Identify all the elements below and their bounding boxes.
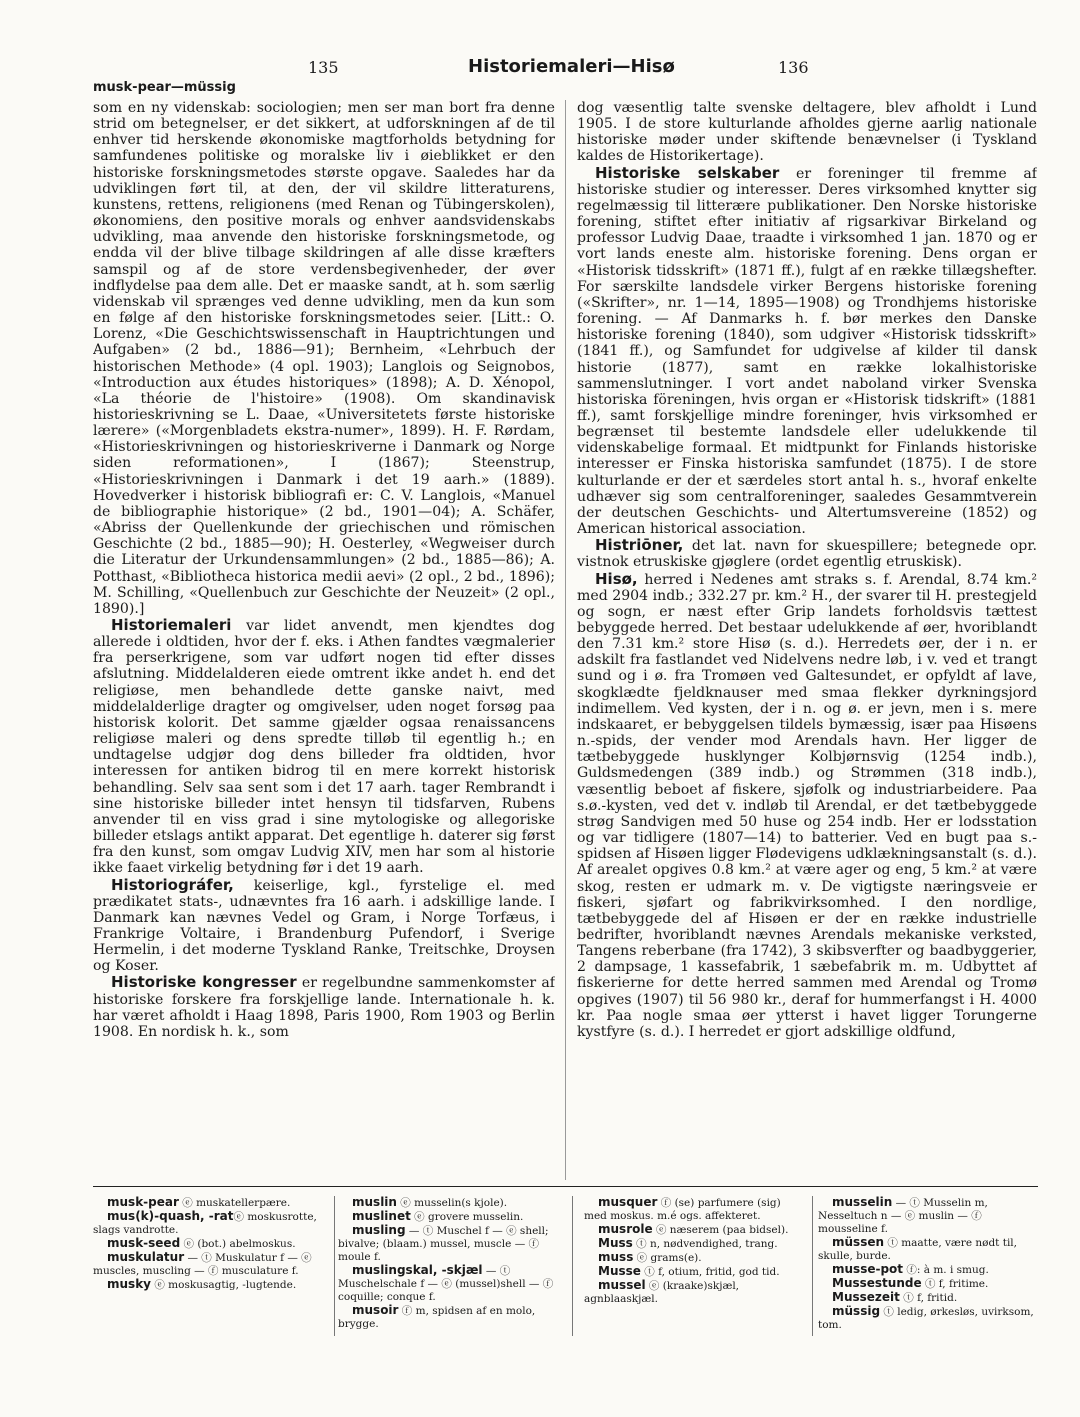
headword: Historiske selskaber <box>595 163 780 182</box>
glossary-entry <box>93 1237 333 1251</box>
glossary-word: Mussestunde <box>832 1276 922 1290</box>
entry-hiso <box>577 571 1037 1041</box>
entry-historiemaleri <box>93 617 555 877</box>
glossary-word: mus(k)-quash, -rat <box>107 1209 234 1223</box>
glossary-definition: ⓣ n, nødvendighed, trang. <box>632 1238 778 1250</box>
glossary-entry <box>338 1196 560 1210</box>
glossary-entry <box>93 1210 333 1237</box>
entry-text: keiserlige, kgl., fyrstelige el. med prædikatet stats-, udnævntes fra 16 aarh. i adskillige lande. I Danmark kan nævnes Vedel og Gram, i Norge Torfæus, i Frankrige Voltaire, i Brandenburg Pufendorf, i Sverige Hermelin, i det moderne Tyskland Ranke, Treitschke, Droysen og Koser. <box>93 877 555 975</box>
entry-historiske-selskaber <box>577 165 1037 538</box>
glossary-definition: ⓔ grams(e). <box>633 1252 702 1264</box>
entry-text: er foreninger til fremme af historiske studier og interesser. Deres virksomhed knytter sig regelmæssig til litterære publikationer. Den Norske historiske forening, stiftet efter initiativ af rigsarkivar Birkeland og professor Ludvig Daae, traadte i virksomhed 1 jan. 1870 og er vort lands eneste alm. historiske forening. Dens organ er «Historisk tidsskrift» (1871 ff.), fulgt af en række tillægshefter. For særskilte landsdele virker Bergens historiske forening («Skrifter», nr. 1—14, 1895—1908) og Trondhjems historiske forening. — Af Danmarks h. f. bør merkes den Danske historiske forening (1840), som udgiver «Historisk tidsskrift» (1841 ff.), og Samfundet for udgivelse af kilder til dansk historie (1877), samt en række lokalhistoriske sammenslutninger. I vort andet naboland virker Svenska historiska föreningen, hvis organ er «Historisk tidskrift» (1881 ff.), samt forskjellige mindre foreninger, hvis virksomhed er begrænset til bestemte landsdele eller udelukkende til videnskabelige formaal. Et midtpunkt for Finlands historiske interesser er Finska historiska samfundet (1875). I de store kulturlande er der et særdeles stort antal h. s., hvoraf enkelte udhæver sig som centralforeninger, saaledes Gesammtverein der deutschen Geschichts- und Altertumsvereine (1852) og American historical association. <box>577 165 1037 538</box>
glossary-word: muskulatur <box>107 1250 185 1264</box>
headword: Historiemaleri <box>111 616 232 634</box>
entry-historiske-kongresser <box>93 974 555 1040</box>
glossary-entry <box>338 1224 560 1264</box>
glossary-definition: ⓣ f, fritime. <box>921 1278 989 1290</box>
glossary-definition: — ⓣ Muschel f — ⓔ shell; bivalve; (blaam.) mussel, muscle — ⓕ moule f. <box>338 1225 549 1263</box>
glossary-word: musling <box>352 1223 406 1237</box>
glossary-definition: ⓕ: à m. i smug. <box>903 1264 989 1276</box>
glossary-divider <box>812 1196 813 1336</box>
glossary-entry <box>584 1223 806 1237</box>
footer-rule <box>93 1186 1038 1187</box>
entry-histrioner <box>577 537 1037 570</box>
glossary-definition: — ⓣ Muschelschale f — ⓔ (mussel)shell — ⓕ coquille; conque f. <box>338 1265 554 1303</box>
glossary-entry <box>584 1196 806 1223</box>
page-number-right: 136 <box>778 58 809 77</box>
glossary-divider <box>572 1196 573 1336</box>
page-number-left: 135 <box>308 58 339 77</box>
glossary-word: muss <box>598 1250 634 1264</box>
glossary-divider <box>334 1196 335 1336</box>
glossary-word: müssig <box>832 1304 881 1318</box>
glossary-entry <box>584 1251 806 1265</box>
glossary-word: mussel <box>598 1278 646 1292</box>
glossary-definition: ⓔ grovere musselin. <box>410 1211 524 1223</box>
glossary-definition: ⓔ musselin(s kjole). <box>396 1197 508 1209</box>
entry-text: er regelbundne sammenkomster af historiske forskere fra forskjellige lande. Internationale h. k. har været afholdt i Haag 1898, Paris 1900, Rom 1903 og Berlin 1908. En nordisk h. k., som <box>93 975 555 1040</box>
glossary-definition: — ⓣ Musselin m, Nesseltuch n — ⓔ muslin — ⓕ mousseline f. <box>818 1197 988 1235</box>
glossary-word: muslin <box>352 1196 397 1209</box>
glossary-word: musoir <box>352 1303 399 1317</box>
glossary-word: musrole <box>598 1222 653 1236</box>
glossary-entry <box>818 1277 1040 1291</box>
glossary-entry <box>818 1196 1040 1236</box>
glossary-definition: ⓣ f, fritid. <box>899 1292 958 1304</box>
glossary-column-2 <box>338 1196 560 1336</box>
glossary-word: musk-seed <box>107 1236 181 1250</box>
headword: Hisø, <box>595 569 638 588</box>
left-column <box>93 100 555 1182</box>
catchword: musk-pear—müssig <box>93 80 236 95</box>
glossary-definition: ⓔ næserem (paa bidsel). <box>652 1224 789 1236</box>
glossary-definition: — ⓣ Muskulatur f — ⓔ muscles, muscling — ⓕ musculature f. <box>93 1252 312 1277</box>
glossary-entry <box>818 1236 1040 1263</box>
glossary-definition: ⓔ (bot.) abelmoskus. <box>180 1238 296 1250</box>
glossary-definition: ⓕ m, spidsen af en molo, brygge. <box>338 1305 536 1330</box>
glossary-column-3 <box>584 1196 806 1336</box>
glossary-entry <box>338 1304 560 1331</box>
glossary-entry <box>818 1291 1040 1305</box>
glossary-entry <box>584 1265 806 1279</box>
glossary-entry <box>818 1305 1040 1332</box>
entry-historiografer <box>93 877 555 975</box>
glossary-definition: ⓣ f, otium, fritid, god tid. <box>640 1266 780 1278</box>
glossary-definition: ⓔ muskatellerpære. <box>178 1197 291 1209</box>
glossary-word: Mussezeit <box>832 1290 900 1304</box>
glossary-entry <box>93 1196 333 1210</box>
running-head: Historiemaleri—Hisø <box>468 56 675 77</box>
glossary-entry <box>584 1279 806 1306</box>
glossary-entry <box>584 1237 806 1251</box>
right-column <box>577 100 1037 1182</box>
paragraph: dog væsentlig talte svenske deltagere, blev afholdt i Lund 1905. I de store kulturlande afholdes gjerne aarlig nationale historiske møder under skiftende benævnelser (i Tyskland kaldes de Historikertage). <box>577 100 1037 165</box>
glossary-word: musky <box>107 1277 151 1291</box>
entry-text: herred i Nedenes amt straks s. f. Arendal, 8.74 km.² med 2904 indb.; 332.27 pr. km.² H., der svarer til H. prestegjeld og sogn, er næst efter Grip landets forholdsvis tættest bebyggede herred. Det bestaar udelukkende af øer, hvoriblandt den 7.31 km.² store Hisø (s. d.). Herredets øer, der i n. er adskilt fra fastlandet ved Nidelvens nedre løb, i v. ved et trangt sund og i ø. fra Tromøen ved Galtesundet, er opfyldt af lave, skogklædte fjeldknauser med smaa flekker dyrkningsjord indimellem. Ved kysten, der i n. og ø. er jevn, men i s. mere indskaaret, er bebyggelsen tildels bymæssig, især paa Hisøens n.-spids, der vender mod Arendals havn. Her ligger de tætbebyggede husklynger Kolbjørnsvig (1254 indb.), Guldsmedengen (389 indb.) og Strømmen (318 indb.), væsentlig beboet af fiskere, sjøfolk og industriarbeidere. Paa s.ø.-kysten, ved det v. indløb til Arendal, er det tætbebyggede strøg Sandvigen med 50 huse og 254 indb. Her er lodsstation og var tidligere (1807—14) to batterier. Ved en bugt paa s.-spidsen af Hisøen ligger Flødevigens udklækningsanstalt (s. d.). Af arealet opgives 0.8 km.² at være ager og eng, 5 km.² at være skog, resten er udmark m. v. De vigtigste næringsveie er fiskeri, sjøfart og fabrikvirksomhed. I den nordlige, tætbebyggede del af Hisøen er der en række industrielle bedrifter, hvoriblandt nævnes Arendals mekaniske verksted, Tangens reberbane (fra 1742), 3 skibsverfter og baadbyggerier, 2 dampsage, 1 kassefabrik, 1 sæbefabrik m. m. Udbyttet af fiskerierne for dette herred sammen med Arendal og Tromø opgives (1907) til 56 980 kr., deraf for hummerfangst i H. 4000 kr. Paa nogle smaa øer ytterst i havet ligger Torungerne kystfyre (s. d.). I herredet er gjort adskillige oldfund, <box>577 571 1037 1040</box>
headword: Historiográfer, <box>111 875 234 894</box>
glossary-word: musquer <box>598 1196 658 1209</box>
glossary-word: Musse <box>598 1264 641 1278</box>
glossary-word: musselin <box>832 1196 893 1209</box>
glossary-definition: ⓔ moskusrotte, slags vandrotte. <box>93 1211 317 1236</box>
glossary-definition: ⓔ (kraake)skjæl, agnblaaskjæl. <box>584 1280 740 1305</box>
glossary-word: müssen <box>832 1235 885 1249</box>
glossary-column-4 <box>818 1196 1040 1336</box>
glossary-word: Muss <box>598 1236 633 1250</box>
glossary-definition: ⓣ maatte, være nødt til, skulle, burde. <box>818 1237 1018 1262</box>
column-divider <box>565 100 566 1180</box>
glossary-word: muslinet <box>352 1209 411 1223</box>
headword: Historiske kongresser <box>111 973 297 992</box>
glossary-definition: ⓣ ledig, ørkesløs, uvirksom, tom. <box>818 1306 1034 1331</box>
headword: Histriōner, <box>595 536 684 555</box>
glossary-entry <box>93 1278 333 1292</box>
paragraph: som en ny videnskab: sociologien; men ser man bort fra denne strid om betegnelser, er det sikkert, at udforskningen af de til enhver tid herskende økonomiske magtforholds betydning for samfundenes politiske og moralske liv i øieblikket er den historiske forskningsmetodes største opgave. Saaledes har da udviklingen ført til, at den, der vil skildre litteraturens, kunstens, rettens, religionens (med Renan og Tübingerskolen), økonomiens, den positive morals og enhver aandsvidenskabs udvikling, maa anvende den historiske forskningsmetode, og endda vil der blive tilbage skildringen af alle disse kræfters samspil og af de store verdensbegivenheder, der øver indflydelse paa dem alle. Det er maaske sandt, at h. som særlig videnskab vil sprænges ved denne udvikling, men da kun som en følge af den historiske forskningsmetodes seier. [Litt.: O. Lorenz, «Die Geschichtswissenschaft in Hauptrichtungen und Aufgaben» (2 bd., 1886—91); Bernheim, «Lehrbuch der historischen Methode» (4 opl. 1903); Langlois og Seignobos, «Introduction aux études historiques» (1898); A. D. Xénopol, «La théorie de l'histoire» (1908). Om skandinavisk historieskrivning se L. Daae, «Universitetets første historiske lærere» («Morgenbladets ekstra-numer», 1899). H. F. Rørdam, «Historieskrivningen og historieskriverne i Danmark og Norge siden reformationen», I (1867); Steenstrup, «Historieskrivningen i Danmark i det 19 aarh.» (1889). Hovedverker i historisk bibliografi er: C. V. Langlois, «Manuel de bibliographie historique» (2 bd., 1901—04); A. Schäfer, «Abriss der Quellenkunde der griechischen und römischen Geschichte (2 bd., 1885—90); H. Oesterley, «Wegweiser durch die Literatur der Urkundensammlungen» (2 bd., 1885—86); A. Potthast, «Bibliotheca historica medii aevi» (2 opl., 2 bd., 1896); M. Schilling, «Quellenbuch zur Geschichte der Neuzeit» (2 opl., 1890).] <box>93 100 555 617</box>
glossary-entry <box>818 1263 1040 1277</box>
glossary-definition: ⓔ moskusagtig, -lugtende. <box>151 1279 297 1291</box>
glossary-word: musk-pear <box>107 1196 179 1209</box>
entry-text: var lidet anvendt, men kjendtes dog allerede i oldtiden, hvor der f. eks. i Athen fandtes vægmalerier fra perserkrigene, som var udført nogen tid efter disses afslutning. Middelalderen eiede omtrent ikke andet h. end det religiøse, men behandlede dette ganske naivt, med middelalderlige dragter og omgivelser, uden noget forsøg paa historisk kolorit. Det samme gjælder ogsaa renaissancens religiøse maleri og dens spredte tilløb til egentlig h.; en undtagelse udgjør dog dens billeder fra oldtiden, hvor interessen for antiken bidrog til en mere korrekt historisk behandling. Selv saa sent som i det 17 aarh. tager Rembrandt i sine historiske billeder intet hensyn til tidsfarven, Rubens anvender til en viss grad i sine mytologiske og allegoriske billeder etslags antikt apparat. Det egentlige h. daterer sig først fra den kunst, som omgav Ludvig XIV, men har som al historie ikke faaet virkelig betydning før i det 19 aarh. <box>93 618 555 877</box>
glossary-entry <box>338 1210 560 1224</box>
glossary-word: muslingskal, -skjæl <box>352 1263 483 1277</box>
glossary-definition: ⓕ (se) parfumere (sig) med moskus. m.é ogs. affekteret. <box>584 1197 781 1222</box>
glossary-entry <box>93 1251 333 1278</box>
glossary-column-1 <box>93 1196 333 1336</box>
glossary-word: musse-pot <box>832 1262 904 1276</box>
glossary-entry <box>338 1264 560 1304</box>
entry-text: det lat. navn for skuespillere; betegnede opr. vistnok etruskiske gjøglere (ordet egentlig etruskisk). <box>577 538 1037 571</box>
